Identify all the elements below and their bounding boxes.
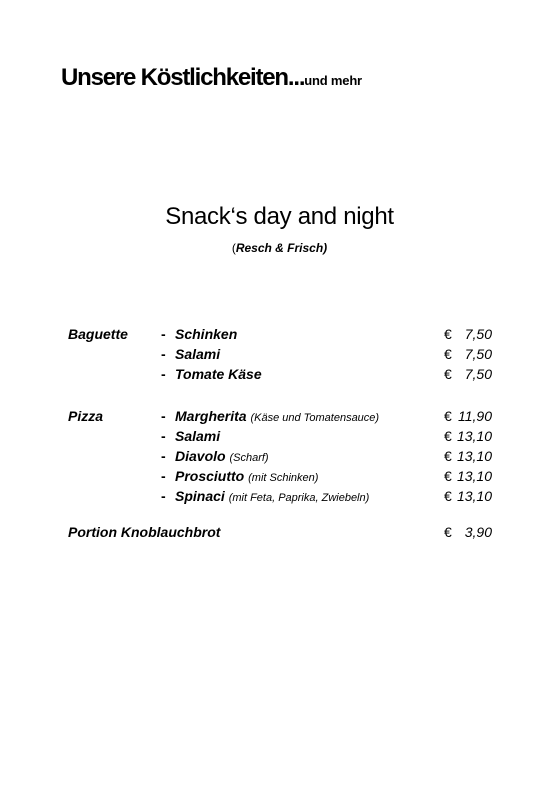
currency-symbol: € — [444, 326, 452, 342]
item-price: 13,10 — [456, 468, 492, 484]
category-baguette: Baguette — [68, 326, 128, 342]
page-header — [61, 64, 362, 92]
item-dash: - — [161, 366, 166, 382]
item-dash: - — [161, 448, 166, 464]
item-name: Salami — [175, 428, 221, 444]
menu-item — [175, 468, 318, 484]
menu-item — [175, 326, 237, 342]
item-price: 13,10 — [456, 488, 492, 504]
item-price: 7,50 — [464, 366, 492, 382]
menu-row-knoblauchbrot — [0, 524, 559, 544]
item-note: (mit Feta, Paprika, Zwiebeln) — [228, 492, 370, 504]
item-dash: - — [161, 408, 166, 424]
subtitle-paren: ( — [231, 241, 236, 255]
menu-item — [175, 488, 369, 504]
page-title-suffix: und mehr — [304, 73, 362, 88]
extra-item-name: Portion Knoblauchbrot — [68, 524, 221, 540]
item-price: 13,10 — [456, 428, 492, 444]
item-dash: - — [161, 468, 166, 484]
currency-symbol: € — [444, 488, 452, 504]
item-name: Diavolo — [175, 448, 226, 464]
menu-row-baguette-tomate-kaese — [0, 366, 559, 386]
menu-item — [175, 366, 262, 382]
currency-symbol: € — [444, 346, 452, 362]
item-dash: - — [161, 346, 166, 362]
item-dash: - — [161, 326, 166, 342]
item-note: (Käse und Tomatensauce) — [250, 412, 380, 424]
item-note: (mit Schinken) — [248, 472, 319, 484]
item-price: 11,90 — [458, 408, 492, 424]
category-pizza: Pizza — [68, 408, 104, 424]
section-subtitle — [0, 241, 559, 255]
item-name: Prosciutto — [175, 468, 245, 484]
menu-row-pizza-margherita — [0, 408, 559, 428]
menu-row-pizza-spinaci — [0, 488, 559, 508]
section-title: Snack‘s day and night — [165, 203, 394, 230]
item-price: 3,90 — [464, 524, 492, 540]
item-price: 13,10 — [456, 448, 492, 464]
item-dash: - — [161, 488, 166, 504]
item-price: 7,50 — [464, 346, 492, 362]
menu-row-pizza-diavolo — [0, 448, 559, 468]
subtitle-text: Resch & Frisch) — [235, 241, 328, 255]
item-name: Margherita — [175, 408, 247, 424]
item-name: Schinken — [175, 326, 238, 342]
page-title: Unsere Köstlichkeiten... — [61, 64, 305, 91]
menu-row-baguette-salami — [0, 346, 559, 366]
menu-row-pizza-salami — [0, 428, 559, 448]
currency-symbol: € — [444, 408, 452, 424]
item-note: (Scharf) — [229, 452, 269, 464]
currency-symbol: € — [444, 468, 452, 484]
item-name: Tomate Käse — [175, 366, 262, 382]
currency-symbol: € — [444, 366, 452, 382]
currency-symbol: € — [444, 524, 452, 540]
currency-symbol: € — [444, 448, 452, 464]
menu-row-pizza-prosciutto — [0, 468, 559, 488]
item-price: 7,50 — [464, 326, 492, 342]
menu-item — [175, 346, 220, 362]
currency-symbol: € — [444, 428, 452, 444]
menu-row-baguette-schinken — [0, 326, 559, 346]
menu-item — [175, 428, 220, 444]
menu-item — [175, 408, 379, 424]
item-name: Spinaci — [175, 488, 225, 504]
menu-item — [175, 448, 269, 464]
item-name: Salami — [175, 346, 221, 362]
item-dash: - — [161, 428, 166, 444]
